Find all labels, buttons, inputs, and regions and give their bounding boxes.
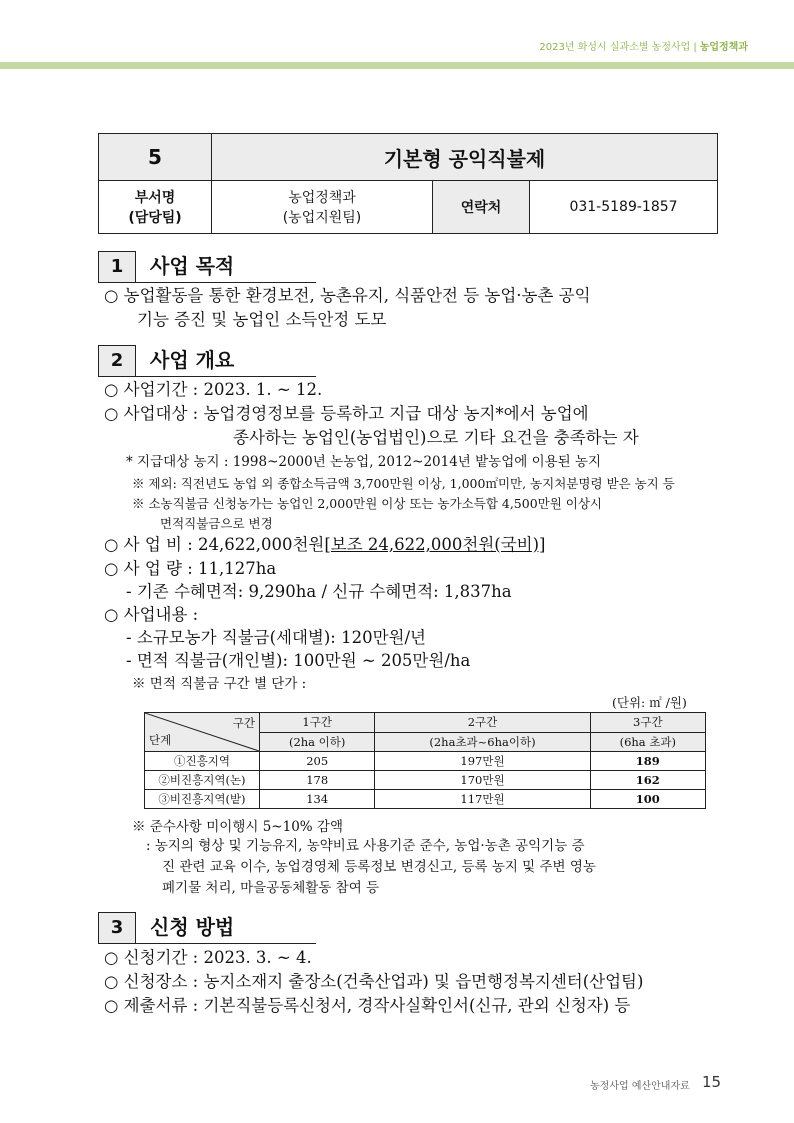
- page-number: 15: [702, 1073, 722, 1091]
- apply-place: ○ 신청장소 : 농지소재지 출장소(건축산업과) 및 읍면행정복지센터(산업팀): [104, 972, 644, 991]
- row-value-3: 162: [590, 771, 705, 790]
- apply-period: ○ 신청기간 : 2023. 3. ~ 4.: [104, 948, 312, 967]
- content-line: ○ 사업내용 :: [104, 605, 199, 624]
- budget-line: [104, 534, 545, 556]
- volume-line: ○ 사 업 량 : 11,127ha: [104, 559, 277, 578]
- budget-total: ○ 사 업 비 : 24,622,000천원: [104, 535, 325, 554]
- dept-label: 부서명: [134, 190, 176, 206]
- section-3-title: 신청 방법: [150, 915, 235, 939]
- program-title: 기본형 공익직불제: [212, 134, 718, 181]
- content-area-payment: - 면적 직불금(개인별): 100만원 ~ 205만원/ha: [126, 651, 471, 670]
- title-table: [98, 133, 718, 234]
- comply-line-2: 진 관련 교육 이수, 농업경영체 등록정보 변경신고, 등록 농지 및 주변 영농: [162, 859, 596, 875]
- corner-bottom-label: 단계: [149, 733, 172, 747]
- row-value-2: 117만원: [375, 790, 590, 809]
- row-label: ①진흥지역: [145, 752, 260, 771]
- table-row: [145, 790, 706, 809]
- budget-detail: [보조 24,622,000천원(국비)]: [324, 535, 546, 554]
- rate-table-caption: ※ 면적 직불금 구간 별 단가 :: [132, 676, 307, 692]
- table-row: [145, 752, 706, 771]
- row-value-3: 100: [590, 790, 705, 809]
- section-3-number: 3: [98, 912, 136, 944]
- dept-cell: [212, 181, 433, 234]
- subheader-zone-2: (2ha초과~6ha이하): [375, 732, 590, 752]
- target-line-1: ○ 사업대상 : 농업경영정보를 등록하고 지급 대상 농지*에서 농업에: [104, 404, 589, 423]
- small-farm-note-2: 면적직불금으로 변경: [160, 516, 273, 531]
- header-bar: [0, 62, 794, 69]
- footer-label: 농정사업 예산안내자료: [590, 1081, 690, 1092]
- row-value-1: 205: [260, 752, 375, 771]
- header-zone-3: 3구간: [590, 713, 705, 733]
- content-small-farm: - 소규모농가 직불금(세대별): 120만원/년: [126, 628, 426, 647]
- header-zone-1: 1구간: [260, 713, 375, 733]
- small-farm-note-1: ※ 소농직불금 신청농가는 농업인 2,000만원 이상 또는 농가소득합 4,500만원 이상시: [132, 496, 603, 511]
- team-label: (담당팀): [128, 210, 182, 226]
- header-right: 농업정책과: [699, 42, 748, 53]
- purpose-line-1: ○ 농업활동을 통한 환경보전, 농촌유지, 식품안전 등 농업·농촌 공익: [104, 286, 591, 305]
- rate-table: [144, 712, 706, 809]
- rate-table-unit: (단위: ㎡ /원): [612, 695, 687, 710]
- header-separator: |: [693, 42, 697, 53]
- team-name: (농업지원팀): [282, 210, 362, 226]
- comply-line-3: 폐기물 처리, 마을공동체활동 참여 등: [162, 880, 380, 896]
- contact-label: 연락처: [433, 181, 530, 234]
- section-2-number: 2: [98, 345, 136, 377]
- purpose-line-2: 기능 증진 및 농업인 소득안정 도모: [137, 310, 387, 329]
- volume-detail: - 기존 수혜면적: 9,290ha / 신규 수혜면적: 1,837ha: [126, 582, 512, 601]
- rate-table-corner: [145, 713, 260, 752]
- header-zone-2: 2구간: [375, 713, 590, 733]
- section-2-underline: [98, 376, 316, 377]
- exclude-note: ※ 제외: 직전년도 농업 외 종합소득금액 3,700만원 이상, 1,000㎡미만, 농지처분명령 받은 농지 등: [132, 476, 675, 491]
- section-3-underline: [98, 943, 316, 944]
- section-1-number: 1: [98, 251, 136, 283]
- section-2-title: 사업 개요: [150, 348, 235, 372]
- section-1-underline: [98, 282, 316, 283]
- row-value-1: 178: [260, 771, 375, 790]
- subheader-zone-3: (6ha 초과): [590, 732, 705, 752]
- row-value-2: 197만원: [375, 752, 590, 771]
- comply-line-1: : 농지의 형상 및 기능유지, 농약비료 사용기준 준수, 농업·농촌 공익기능 증: [146, 838, 585, 854]
- table-row: [145, 771, 706, 790]
- program-number: 5: [99, 134, 212, 181]
- row-label: ③비진흥지역(밭): [145, 790, 260, 809]
- row-label: ②비진흥지역(논): [145, 771, 260, 790]
- target-note: * 지급대상 농지 : 1998~2000년 논농업, 2012~2014년 밭농업에 이용된 농지: [126, 454, 602, 470]
- period-line: ○ 사업기간 : 2023. 1. ~ 12.: [104, 380, 323, 399]
- header-left: 2023년 화성시 실과소별 농정사업: [539, 42, 691, 53]
- target-line-2: 종사하는 농업인(농업법인)으로 기타 요건을 충족하는 자: [233, 428, 639, 447]
- reduce-note: ※ 준수사항 미이행시 5~10% 감액: [132, 819, 343, 835]
- dept-label-cell: [99, 181, 212, 234]
- subheader-zone-1: (2ha 이하): [260, 732, 375, 752]
- contact-number: 031-5189-1857: [530, 181, 718, 234]
- section-1-title: 사업 목적: [150, 254, 235, 278]
- dept-name: 농업정책과: [288, 190, 356, 206]
- page-header: [539, 38, 748, 53]
- row-value-3: 189: [590, 752, 705, 771]
- apply-documents: ○ 제출서류 : 기본직불등록신청서, 경작사실확인서(신규, 관외 신청자) 등: [104, 996, 631, 1015]
- row-value-1: 134: [260, 790, 375, 809]
- corner-top-label: 구간: [232, 716, 255, 730]
- row-value-2: 170만원: [375, 771, 590, 790]
